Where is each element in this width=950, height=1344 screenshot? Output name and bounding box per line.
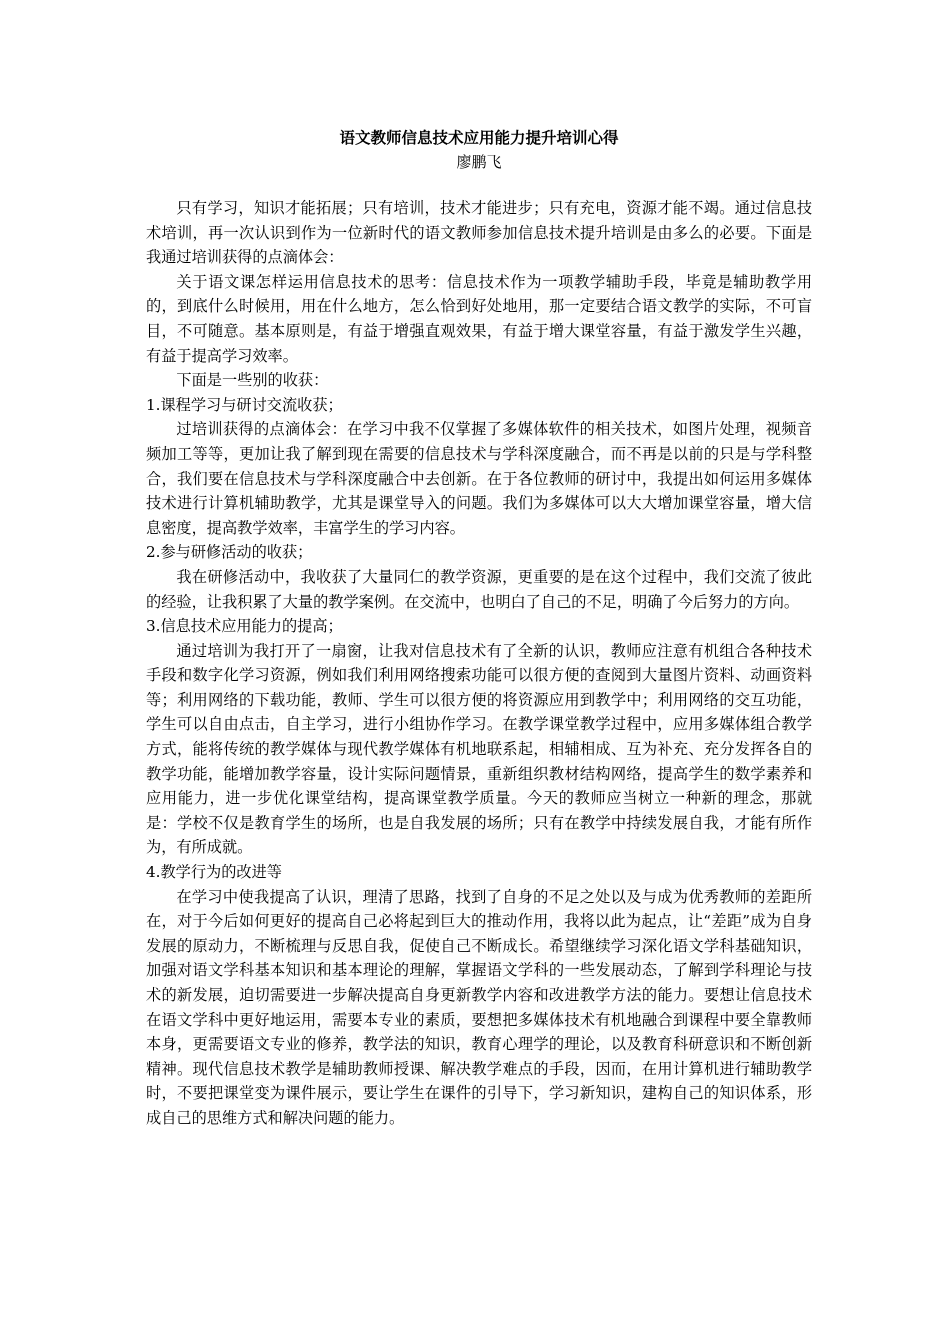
section-heading-1: 1.课程学习与研讨交流收获； [146, 395, 343, 414]
document-title: 语文教师信息技术应用能力提升培训心得 [339, 129, 619, 147]
paragraph-section-4: 在学习中使我提高了认识，理清了思路，找到了自身的不足之处以及与成为优秀教师的差距所在，对于今后如何更好的提高自己必将起到巨大的推动作用，我将以此为起点，让“差距”成为自身发展的原动力，不断梳理与反思自我，促使自己不断成长。希望继续学习深化语文学科基础知识，加强对语文学科基本知识和基本理论的理解，掌握语文学科的一些发展动态，了解到学科理论与技术的新发展，迫切需要进一步解决提高自身更新教学内容和改进教学方法的能力。要想让信息技术在语文学科中更好地运用，需要本专业的素质，要想把多媒体技术有机地融合到课程中要全靠教师本身，更需要语文专业的修养，教学法的知识，教育心理学的理论，以及教育科研意识和不断创新精神。现代信息技术教学是辅助教师授课、解决教学难点的手段，因而，在用计算机进行辅助教学时，不要把课堂变为课件展示，要让学生在课件的引导下，学习新知识，建构自己的知识体系，形成自己的思维方式和解决问题的能力。 [146, 887, 812, 1127]
document-body [146, 196, 812, 1131]
section-heading-3: 3.信息技术应用能力的提高； [146, 617, 343, 636]
paragraph-other-gains: 下面是一些别的收获： [176, 371, 329, 390]
paragraph-thinking: 关于语文课怎样运用信息技术的思考：信息技术作为一项教学辅助手段，毕竟是辅助教学用的，到底什么时候用，用在什么地方，怎么恰到好处地用，那一定要结合语文教学的实际，不可盲目，不可随意。基本原则是，有益于增强直观效果，有益于增大课堂容量，有益于激发学生兴趣，有益于提高学习效率。 [146, 272, 812, 365]
document-page [146, 126, 812, 1131]
paragraph-section-1: 过培训获得的点滴体会：在学习中我不仅掌握了多媒体软件的相关技术，如图片处理，视频音频加工等等，更加让我了解到现在需要的信息技术与学科深度融合，而不再是以前的只是与学科整合，我们要在信息技术与学科深度融合中去创新。在于各位教师的研讨中，我提出如何运用多媒体技术进行计算机辅助教学，尤其是课堂导入的问题。我们为多媒体可以大大增加课堂容量，增大信息密度，提高教学效率，丰富学生的学习内容。 [146, 420, 812, 537]
paragraph-section-2: 我在研修活动中，我收获了大量同仁的教学资源，更重要的是在这个过程中，我们交流了彼此的经验，让我积累了大量的教学案例。在交流中，也明白了自己的不足，明确了今后努力的方向。 [146, 567, 812, 611]
paragraph-intro: 只有学习，知识才能拓展；只有培训，技术才能进步；只有充电，资源才能不竭。通过信息技术培训，再一次认识到作为一位新时代的语文教师参加信息技术提升培训是由多么的必要。下面是我通过培训获得的点滴体会： [146, 199, 812, 267]
section-heading-2: 2.参与研修活动的收获； [146, 543, 313, 562]
document-author: 廖鹏飞 [456, 153, 502, 171]
paragraph-section-3: 通过培训为我打开了一扇窗，让我对信息技术有了全新的认识，教师应注意有机组合各种技术手段和数字化学习资源，例如我们利用网络搜索功能可以很方便的查阅到大量图片资料、动画资料等；利用网络的下载功能，教师、学生可以很方便的将资源应用到教学中；利用网络的交互功能，学生可以自由点击，自主学习，进行小组协作学习。在教学课堂教学过程中，应用多媒体组合教学方式，能将传统的教学媒体与现代教学媒体有机地联系起，相辅相成、互为补充、充分发挥各自的教学功能，能增加教学容量，设计实际问题情景，重新组织教材结构网络，提高学生的数学素养和应用能力，进一步优化课堂结构，提高课堂教学质量。今天的教师应当树立一种新的理念，那就是：学校不仅是教育学生的场所，也是自我发展的场所；只有在教学中持续发展自我，才能有所作为，有所成就。 [146, 641, 812, 857]
section-heading-4: 4.教学行为的改进等 [146, 863, 282, 882]
